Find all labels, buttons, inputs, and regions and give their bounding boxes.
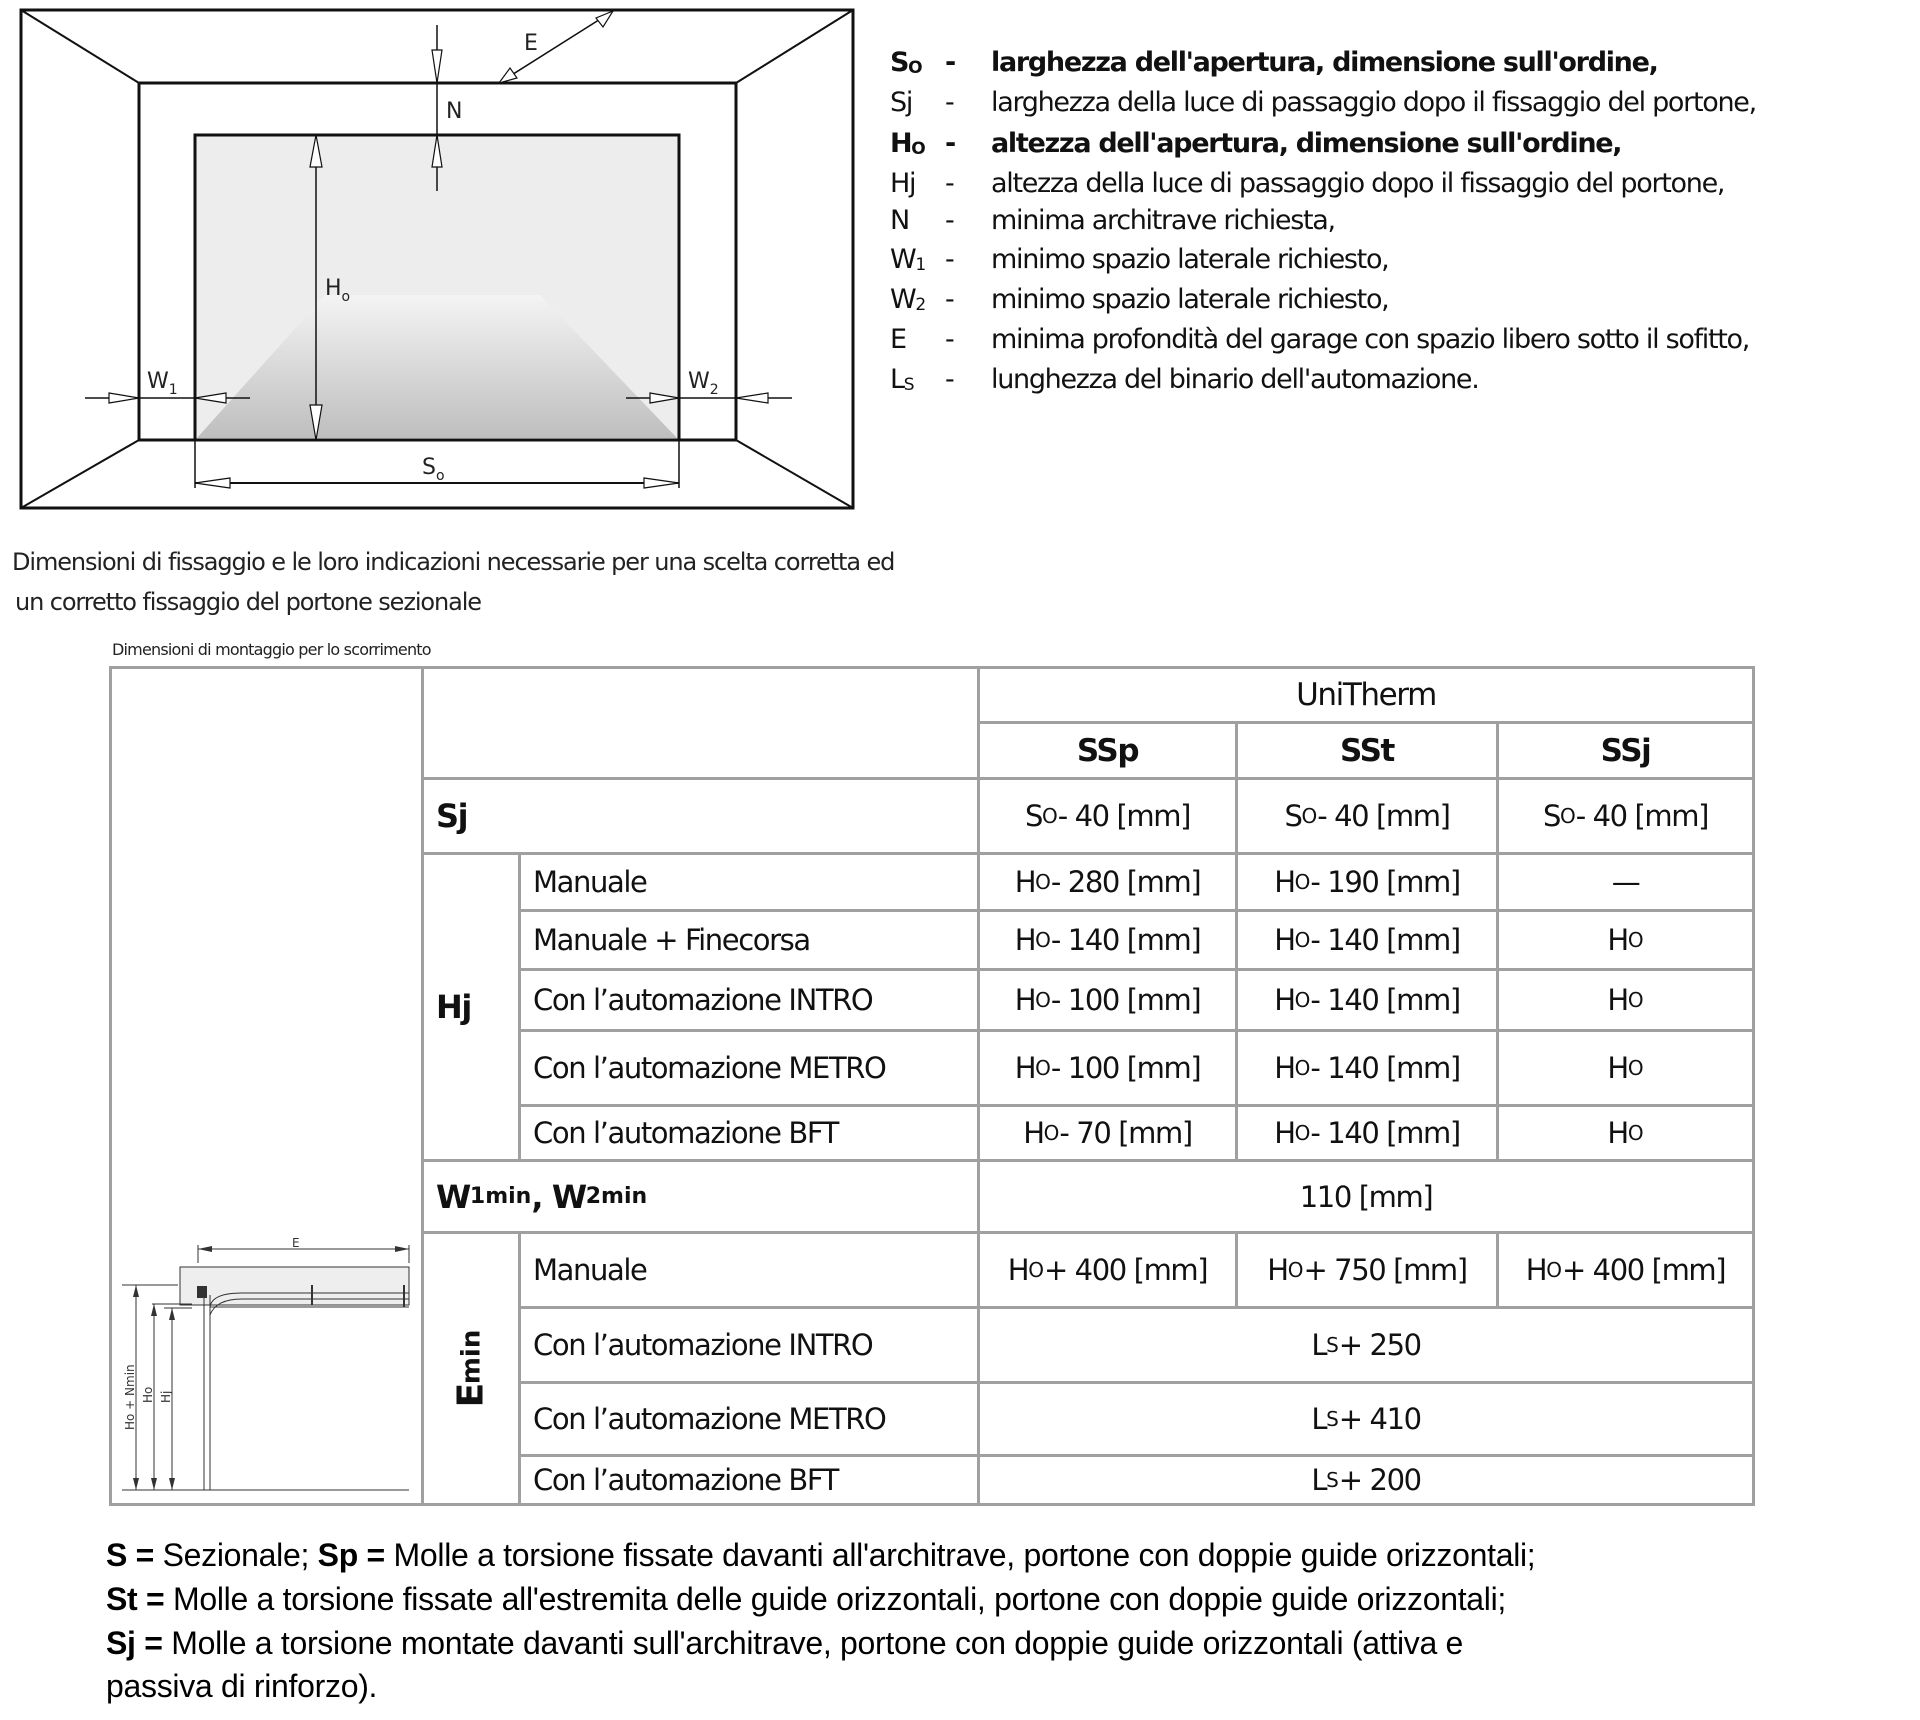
hj-row-label: Con l’automazione BFT — [533, 1116, 838, 1150]
caption-line-2: un corretto fissaggio del portone sezionale — [15, 588, 481, 616]
cell-w-value: 110 [mm] — [1299, 1179, 1433, 1214]
cell-hj-ssj: — — [1611, 865, 1640, 899]
legend-description: altezza della luce di passaggio dopo il fissaggio del portone, — [991, 168, 1725, 199]
table-caption: Dimensioni di montaggio per lo scorrimento — [112, 640, 431, 659]
legend-dash: - — [945, 364, 954, 395]
column-header-sst: SSt — [1340, 732, 1394, 769]
footnote-line: passiva di rinforzo). — [106, 1668, 378, 1704]
label-W2: $W_2$ — [688, 369, 719, 398]
column-header-ssp: SSp — [1076, 732, 1139, 769]
legend-description: larghezza della luce di passaggio dopo il fissaggio del portone, — [991, 87, 1756, 118]
cell-emin-merged: L S + 200 — [1311, 1463, 1421, 1497]
column-header-ssj: SSj — [1600, 732, 1651, 769]
legend-description: larghezza dell'apertura, dimensione sull'ordine, — [991, 47, 1658, 78]
legend-symbol: Hj — [890, 168, 916, 199]
side-label-ho-nmin: Ho + Nmin — [123, 1364, 137, 1430]
cell-hj-ssj: H O — [1607, 1116, 1644, 1150]
cell-emin-sst: H O + 750 [mm] — [1267, 1253, 1467, 1287]
legend-symbol: $H_O$ — [890, 128, 925, 159]
cell-hj-ssp: H O - 140 [mm] — [1014, 923, 1201, 957]
legend-description: minima profondità del garage con spazio libero sotto il sofitto, — [991, 324, 1750, 355]
legend-description: altezza dell'apertura, dimensione sull'ordine, — [991, 128, 1622, 159]
row-header-hj: Hj — [436, 988, 471, 1026]
cell-sj-ssp: S O - 40 [mm] — [1024, 799, 1191, 833]
hj-row-label: Con l’automazione METRO — [533, 1051, 886, 1085]
cell-emin-merged: L S + 250 — [1311, 1328, 1421, 1362]
cell-hj-sst: H O - 140 [mm] — [1274, 923, 1460, 957]
cell-sj-sst: S O - 40 [mm] — [1284, 799, 1450, 833]
legend-dash: - — [945, 87, 954, 118]
cell-sj-ssj: S O - 40 [mm] — [1542, 799, 1709, 833]
legend-symbol: $L_S$ — [890, 364, 914, 395]
legend-dash: - — [945, 284, 954, 315]
row-header-sj: Sj — [436, 797, 468, 835]
legend-description: minima architrave richiesta, — [991, 205, 1335, 236]
legend-symbol: $S_O$ — [890, 47, 922, 78]
side-label-E: E — [292, 1236, 300, 1250]
cell-emin-ssp: H O + 400 [mm] — [1007, 1253, 1208, 1287]
cell-hj-sst: H O - 140 [mm] — [1274, 983, 1460, 1017]
label-N: N — [446, 99, 463, 124]
label-Ho: $H_o$ — [325, 276, 351, 305]
side-label-hj: Hj — [159, 1390, 173, 1403]
cell-hj-ssj: H O — [1607, 923, 1644, 957]
legend-dash: - — [945, 324, 954, 355]
opening-front-view-diagram — [0, 0, 880, 530]
footnote-line: Sj = Molle a torsione montate davanti sull'architrave, portone con doppie guide orizzontali (attiva e — [106, 1625, 1464, 1661]
cell-emin-ssj: H O + 400 [mm] — [1525, 1253, 1726, 1287]
row-header-w1min-w2min: W 1min , W 2min — [436, 1177, 648, 1216]
emin-row-label: Con l’automazione INTRO — [533, 1328, 873, 1362]
hj-row-label: Manuale + Finecorsa — [533, 923, 810, 957]
row-header-emin: E min — [450, 1329, 492, 1408]
cell-hj-ssp: H O - 100 [mm] — [1014, 1051, 1201, 1085]
cell-hj-sst: H O - 140 [mm] — [1274, 1116, 1460, 1150]
legend-description: minimo spazio laterale richiesto, — [991, 284, 1389, 315]
emin-row-label: Con l’automazione BFT — [533, 1463, 838, 1497]
cell-hj-sst: H O - 140 [mm] — [1274, 1051, 1460, 1085]
label-E: E — [524, 31, 538, 56]
legend-dash: - — [945, 47, 955, 78]
emin-row-label: Con l’automazione METRO — [533, 1402, 886, 1436]
legend-description: minimo spazio laterale richiesto, — [991, 244, 1389, 275]
footnote-line: S = Sezionale; Sp = Molle a torsione fissate davanti all'architrave, portone con doppie guide orizzontali; — [106, 1537, 1536, 1573]
side-label-ho: Ho — [141, 1386, 155, 1403]
group-header-unitherm: UniTherm — [1296, 677, 1436, 713]
hj-row-label: Con l’automazione INTRO — [533, 983, 873, 1017]
legend-description: lunghezza del binario dell'automazione. — [991, 364, 1479, 395]
emin-row-label: Manuale — [533, 1253, 647, 1287]
cell-hj-ssp: H O - 100 [mm] — [1014, 983, 1201, 1017]
hj-row-label: Manuale — [533, 865, 647, 899]
legend-symbol: $W_1$ — [890, 244, 925, 275]
label-W1: $W_1$ — [147, 369, 178, 398]
cell-hj-ssp: H O - 280 [mm] — [1014, 865, 1201, 899]
label-So: $S_o$ — [422, 455, 445, 484]
legend-symbol: N — [890, 205, 909, 236]
footnote-line: St = Molle a torsione fissate all'estremita delle guide orizzontali, portone con doppie guide orizzontali; — [106, 1581, 1507, 1617]
cell-emin-merged: L S + 410 — [1311, 1402, 1421, 1436]
cell-hj-ssp: H O - 70 [mm] — [1023, 1116, 1192, 1150]
cell-hj-ssj: H O — [1607, 1051, 1644, 1085]
cell-hj-ssj: H O — [1607, 983, 1644, 1017]
side-view-drawing — [112, 1235, 422, 1505]
legend-dash: - — [945, 244, 954, 275]
legend-symbol: E — [890, 324, 906, 355]
legend-dash: - — [945, 128, 955, 159]
legend-dash: - — [945, 205, 954, 236]
legend-symbol: Sj — [890, 87, 913, 118]
cell-hj-sst: H O - 190 [mm] — [1274, 865, 1460, 899]
legend-dash: - — [945, 168, 954, 199]
caption-line-1: Dimensioni di fissaggio e le loro indicazioni necessarie per una scelta corretta ed — [12, 548, 895, 576]
legend-symbol: $W_2$ — [890, 284, 925, 315]
